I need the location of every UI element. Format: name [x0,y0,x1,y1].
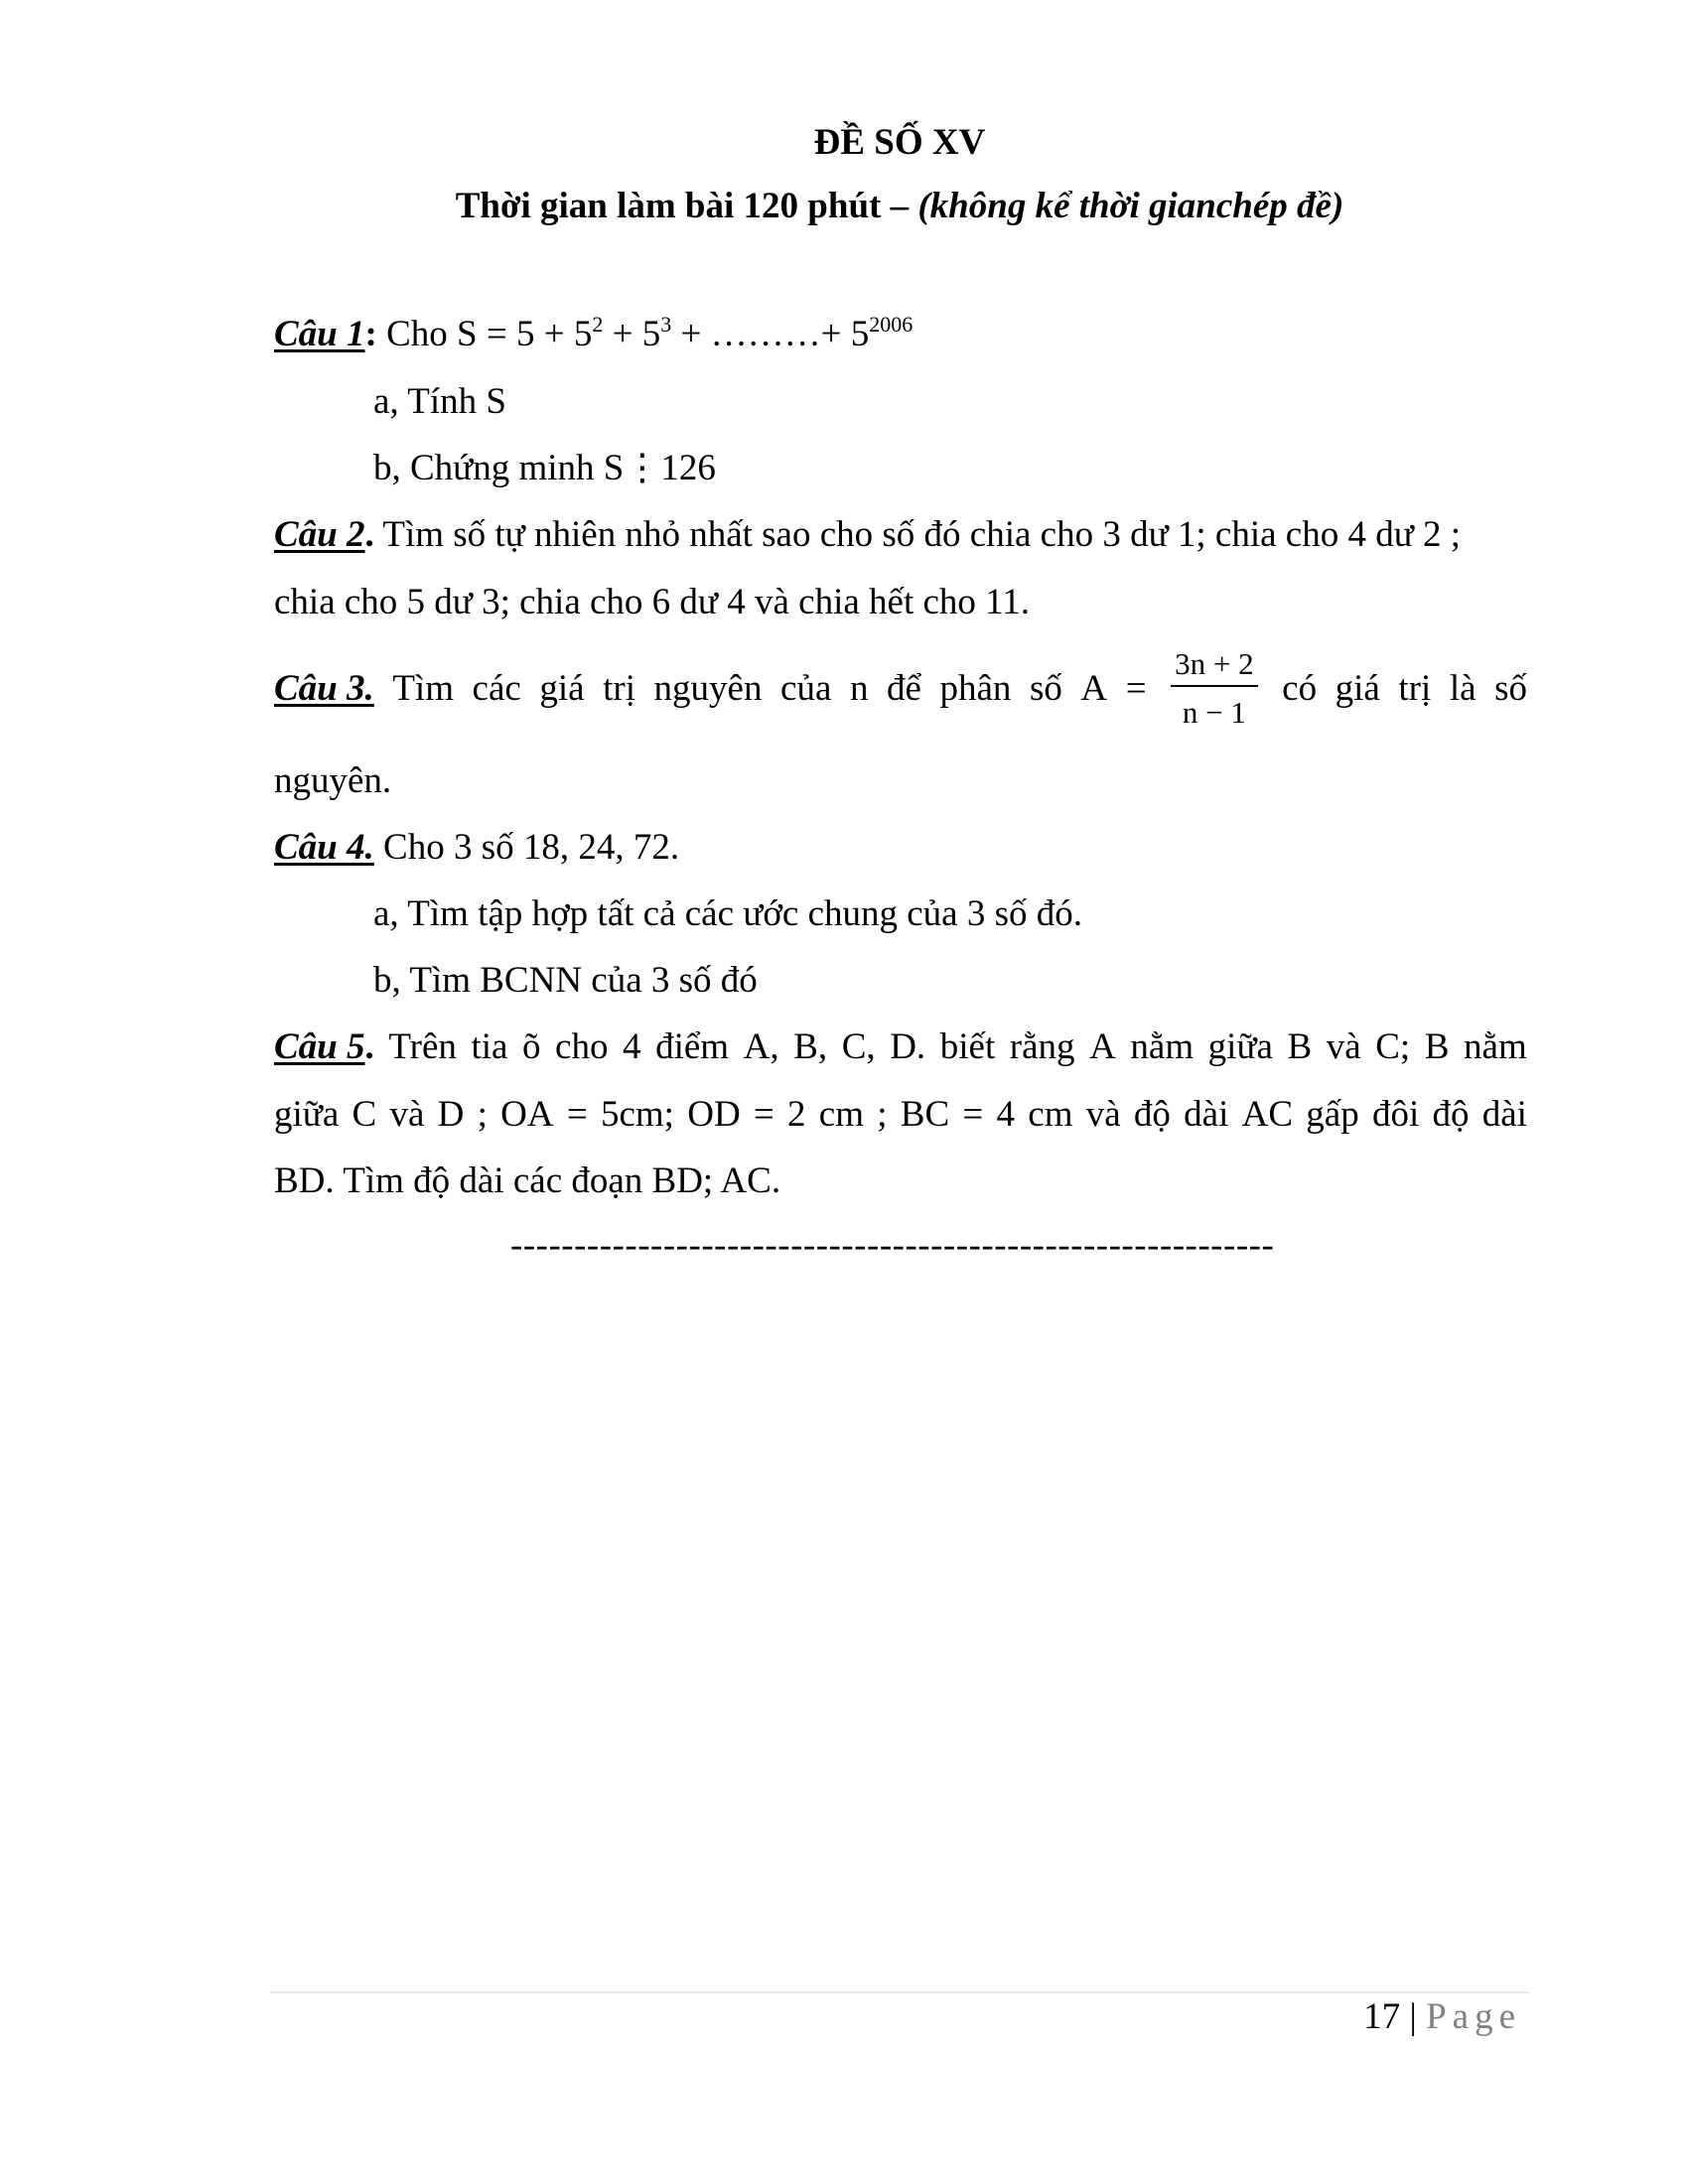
q2-line-1: Tìm số tự nhiên nhỏ nhất sao cho số đó chia cho 3 dư 1; chia cho 4 dư 2 ; [373,514,1462,555]
question-1-part-b: b, Chứng minh S⋮126 [373,448,716,488]
q5-word: B, [793,1026,828,1067]
q5-word: C; [1375,1026,1411,1067]
q3-word: giá [1335,667,1380,709]
q5-word: dài [1184,1094,1229,1135]
q5-word: cho [555,1026,609,1067]
q5-word: C, [841,1026,876,1067]
q3-word: trị [1398,667,1432,709]
q5-word: cm [1028,1094,1073,1135]
q1-exp-2: 3 [660,312,672,337]
q5-word: BC [900,1094,950,1135]
question-5-label-group [274,1028,374,1065]
q5-word: và [1085,1094,1121,1135]
question-3-line-2: nguyên. [274,760,392,801]
q5-word: õ [521,1026,541,1067]
q5-word: độ [1133,1094,1171,1135]
q5-word: giữa [1207,1026,1273,1067]
q5-word: AC [1241,1094,1294,1135]
question-4-part-b: b, Tìm BCNN của 3 số đó [373,960,758,1001]
question-3 [274,647,1527,729]
question-5-dot: . [364,1026,374,1067]
q5-word: dài [1481,1094,1527,1135]
q3-word: số [1494,667,1527,709]
fraction-denominator: n − 1 [1182,695,1246,730]
q3-word: có [1282,667,1318,709]
fraction-numerator: 3n + 2 [1171,648,1257,687]
question-1-label: Câu 1 [274,314,365,354]
q5-word: rằng [1009,1026,1075,1067]
q5-word: D [437,1094,465,1135]
q1-exp-3: 2006 [869,312,914,337]
q5-word: đôi [1371,1094,1420,1135]
question-4-label: Câu 4. [274,827,374,868]
q3-word: A [1080,667,1108,709]
q3-word: của [780,667,832,709]
q5-word: 4 [623,1026,641,1067]
subtitle-note: (không kể thời gianchép đề) [917,186,1344,226]
question-2-line-2: chia cho 5 dư 3; chia cho 6 dư 4 và chia hết cho 11. [274,582,1031,622]
q5-word: OA [500,1094,554,1135]
q3-word: phân [939,667,1012,709]
footer-bar: | [1400,1996,1427,2037]
q3-word: trị [603,667,635,709]
separator-line: ------------------------------------------------------------ [510,1225,1275,1266]
q5-word: = [753,1094,774,1135]
q5-word: = [566,1094,588,1135]
q5-word: 5cm; [600,1094,674,1135]
q5-word: độ [1432,1094,1470,1135]
page-footer [1363,1995,1521,2038]
q5-word: OD [687,1094,741,1135]
q1-text-c: + ………+ 5 [671,314,870,354]
q5-word: biết [939,1026,996,1067]
q5-word: và [1326,1026,1361,1067]
subtitle-time: Thời gian làm bài 120 phút – [455,186,918,226]
exam-title: ĐỀ SỐ XV [813,122,986,163]
question-3-label: Câu 3. [274,667,374,709]
page-number: 17 [1363,1996,1401,2037]
question-1 [274,312,1527,354]
q1-exp-1: 2 [592,312,604,337]
q1-text-a: Cho S = 5 + 5 [376,314,593,354]
fraction-a [1171,648,1257,728]
q5-word: C [352,1094,377,1135]
exam-subtitle [0,185,1688,227]
q3-word: Tìm [392,667,454,709]
q3-word: n [849,667,869,709]
q5-word: Trên [388,1026,457,1067]
q5-word: 2 [787,1094,806,1135]
q5-word: ; [877,1094,888,1135]
question-2-dot: . [364,514,374,555]
q5-word: A, [743,1026,779,1067]
q3-word: giá [539,667,585,709]
footer-divider [270,1991,1529,1993]
question-5 [274,1028,1527,1065]
q5-word: nằm [1130,1026,1195,1067]
question-1-colon: : [364,314,377,354]
q5-word: A [1089,1026,1116,1067]
q5-word: = [962,1094,984,1135]
q3-word: nguyên [653,667,763,709]
q5-word: B [1287,1026,1313,1067]
q5-word: 4 [996,1094,1016,1135]
q3-word: các [472,667,521,709]
question-4 [274,829,1527,866]
q5-word: ; [477,1094,488,1135]
question-4-part-a: a, Tìm tập hợp tất cả các ước chung của 3 số đó. [373,893,1082,934]
q5-word: cm [818,1094,864,1135]
q4-text: Cho 3 số 18, 24, 72. [373,827,680,868]
q3-word: = [1125,667,1147,709]
q3-word: để [886,667,921,709]
q5-word: gấp [1306,1094,1359,1135]
question-1-part-a: a, Tính S [373,381,506,422]
q5-word: giữa [274,1094,340,1135]
q5-word: nằm [1464,1026,1527,1067]
q5-word: D. [890,1026,926,1067]
q3-word: là [1449,667,1477,709]
question-5-label: Câu 5 [274,1026,365,1067]
question-2 [274,516,1527,553]
question-2-label: Câu 2 [274,514,365,555]
q5-word: và [389,1094,425,1135]
q5-word: tia [471,1026,508,1067]
q1-text-b: + 5 [603,314,661,354]
page-word: Page [1426,1996,1521,2037]
q3-word: số [1029,667,1062,709]
q5-word: B [1424,1026,1450,1067]
question-5-line-3: BD. Tìm độ dài các đoạn BD; AC. [274,1160,781,1201]
question-5-line-2 [274,1096,1527,1133]
q5-word: điểm [655,1026,730,1067]
